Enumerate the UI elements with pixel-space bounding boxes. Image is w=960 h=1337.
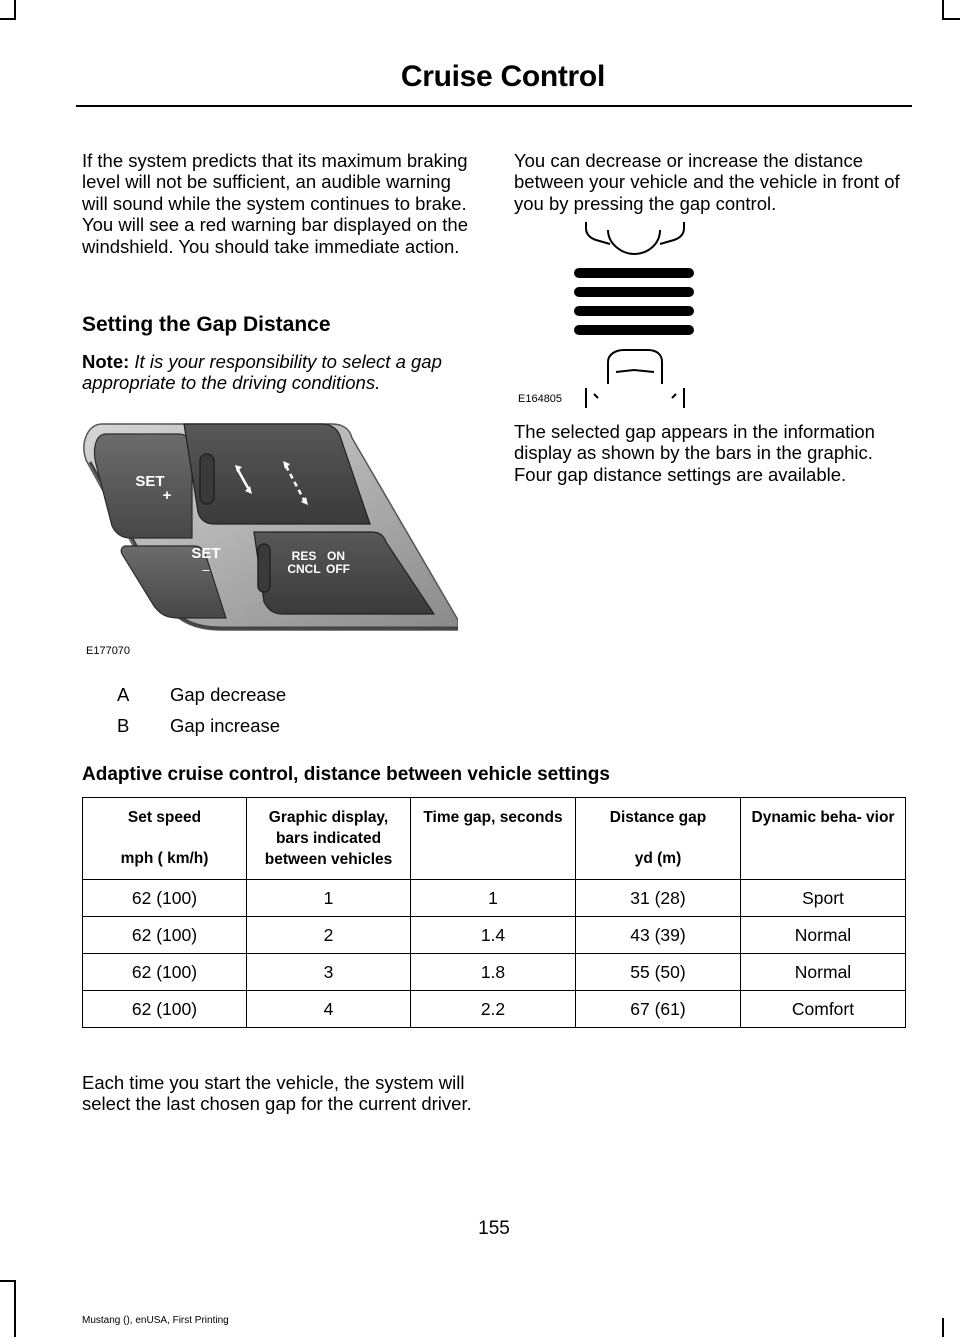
table-cell: 1: [247, 880, 411, 917]
table-cell: 2.2: [411, 991, 576, 1028]
set-minus-label: SET: [191, 545, 221, 562]
note-text: It is your responsibility to select a gap appropriate to the driving conditions.: [82, 351, 442, 394]
gap-bars-icon: [574, 268, 694, 335]
table-cell: 62 (100): [83, 880, 247, 917]
table-row: [83, 991, 906, 1028]
own-vehicle-icon: [586, 350, 684, 408]
figure-id: E177070: [86, 645, 131, 657]
gap-settings-table: [82, 797, 906, 1028]
table-header: Set speed mph ( km/h): [83, 798, 247, 880]
crop-mark: [0, 1280, 16, 1282]
cruise-control-switch-figure: [82, 402, 458, 660]
set-plus-label: SET: [135, 473, 165, 490]
table-cell: 3: [247, 954, 411, 991]
res-label: RES: [291, 549, 317, 563]
table-cell: 43 (39): [576, 917, 741, 954]
crop-mark: [14, 0, 16, 20]
table-header: Distance gap yd (m): [576, 798, 741, 880]
plus-label: +: [162, 487, 172, 504]
table-cell: 31 (28): [576, 880, 741, 917]
legend-letter: B: [117, 715, 130, 736]
crop-mark: [944, 18, 960, 20]
gap-display-paragraph: The selected gap appears in the information display as shown by the bars in the graphic. Four gap distance settings are available.: [514, 421, 875, 485]
table-cell: Normal: [741, 954, 906, 991]
legend-text: Gap decrease: [170, 684, 287, 705]
table-cell: Normal: [741, 917, 906, 954]
note-label: Note:: [82, 351, 130, 372]
cncl-label: CNCL: [287, 562, 321, 576]
table-cell: 62 (100): [83, 991, 247, 1028]
table-header: Time gap, seconds: [411, 798, 576, 880]
table-header: Dynamic beha- vior: [741, 798, 906, 880]
gap-distance-graphic: [572, 222, 698, 408]
header-rule: [76, 105, 912, 107]
table-cell: 1: [411, 880, 576, 917]
on-label: ON: [327, 549, 345, 563]
figure-id: E164805: [518, 393, 563, 405]
closing-paragraph: Each time you start the vehicle, the system will select the last chosen gap for the current driver.: [82, 1072, 472, 1115]
crop-mark: [942, 0, 944, 20]
page-title: Cruise Control: [400, 60, 605, 93]
table-row: [83, 954, 906, 991]
legend-letter: A: [117, 684, 130, 705]
crop-mark: [0, 18, 16, 20]
table-cell: 62 (100): [83, 917, 247, 954]
off-label: OFF: [326, 562, 350, 576]
legend-text: Gap increase: [170, 715, 281, 736]
intro-paragraph: If the system predicts that its maximum braking level will not be sufficient, an audible warning will sound while the system continues to brake. You will see a red warning bar displayed on the windshield. You should take immediate action.: [82, 150, 469, 257]
lead-vehicle-icon: [586, 222, 684, 254]
page-number: 155: [478, 1218, 510, 1239]
crop-mark: [942, 1318, 944, 1337]
table-header: Graphic display, bars indicated between vehicles: [247, 798, 411, 880]
table-cell: Sport: [741, 880, 906, 917]
table-cell: 62 (100): [83, 954, 247, 991]
table-cell: 67 (61): [576, 991, 741, 1028]
table-cell: Comfort: [741, 991, 906, 1028]
section-heading: Setting the Gap Distance: [82, 313, 331, 336]
table-cell: 1.8: [411, 954, 576, 991]
table-cell: 1.4: [411, 917, 576, 954]
table-cell: 2: [247, 917, 411, 954]
table-title: Adaptive cruise control, distance between vehicle settings: [82, 764, 610, 785]
table-row: [83, 917, 906, 954]
gap-control-paragraph: You can decrease or increase the distance between your vehicle and the vehicle in front of you by pressing the gap control.: [514, 150, 900, 214]
table-cell: 4: [247, 991, 411, 1028]
table-cell: 55 (50): [576, 954, 741, 991]
minus-label: –: [202, 562, 210, 577]
table-row: [83, 880, 906, 917]
note: [82, 351, 482, 394]
crop-mark: [14, 1280, 16, 1337]
footer-text: Mustang (), enUSA, First Printing: [82, 1315, 229, 1326]
